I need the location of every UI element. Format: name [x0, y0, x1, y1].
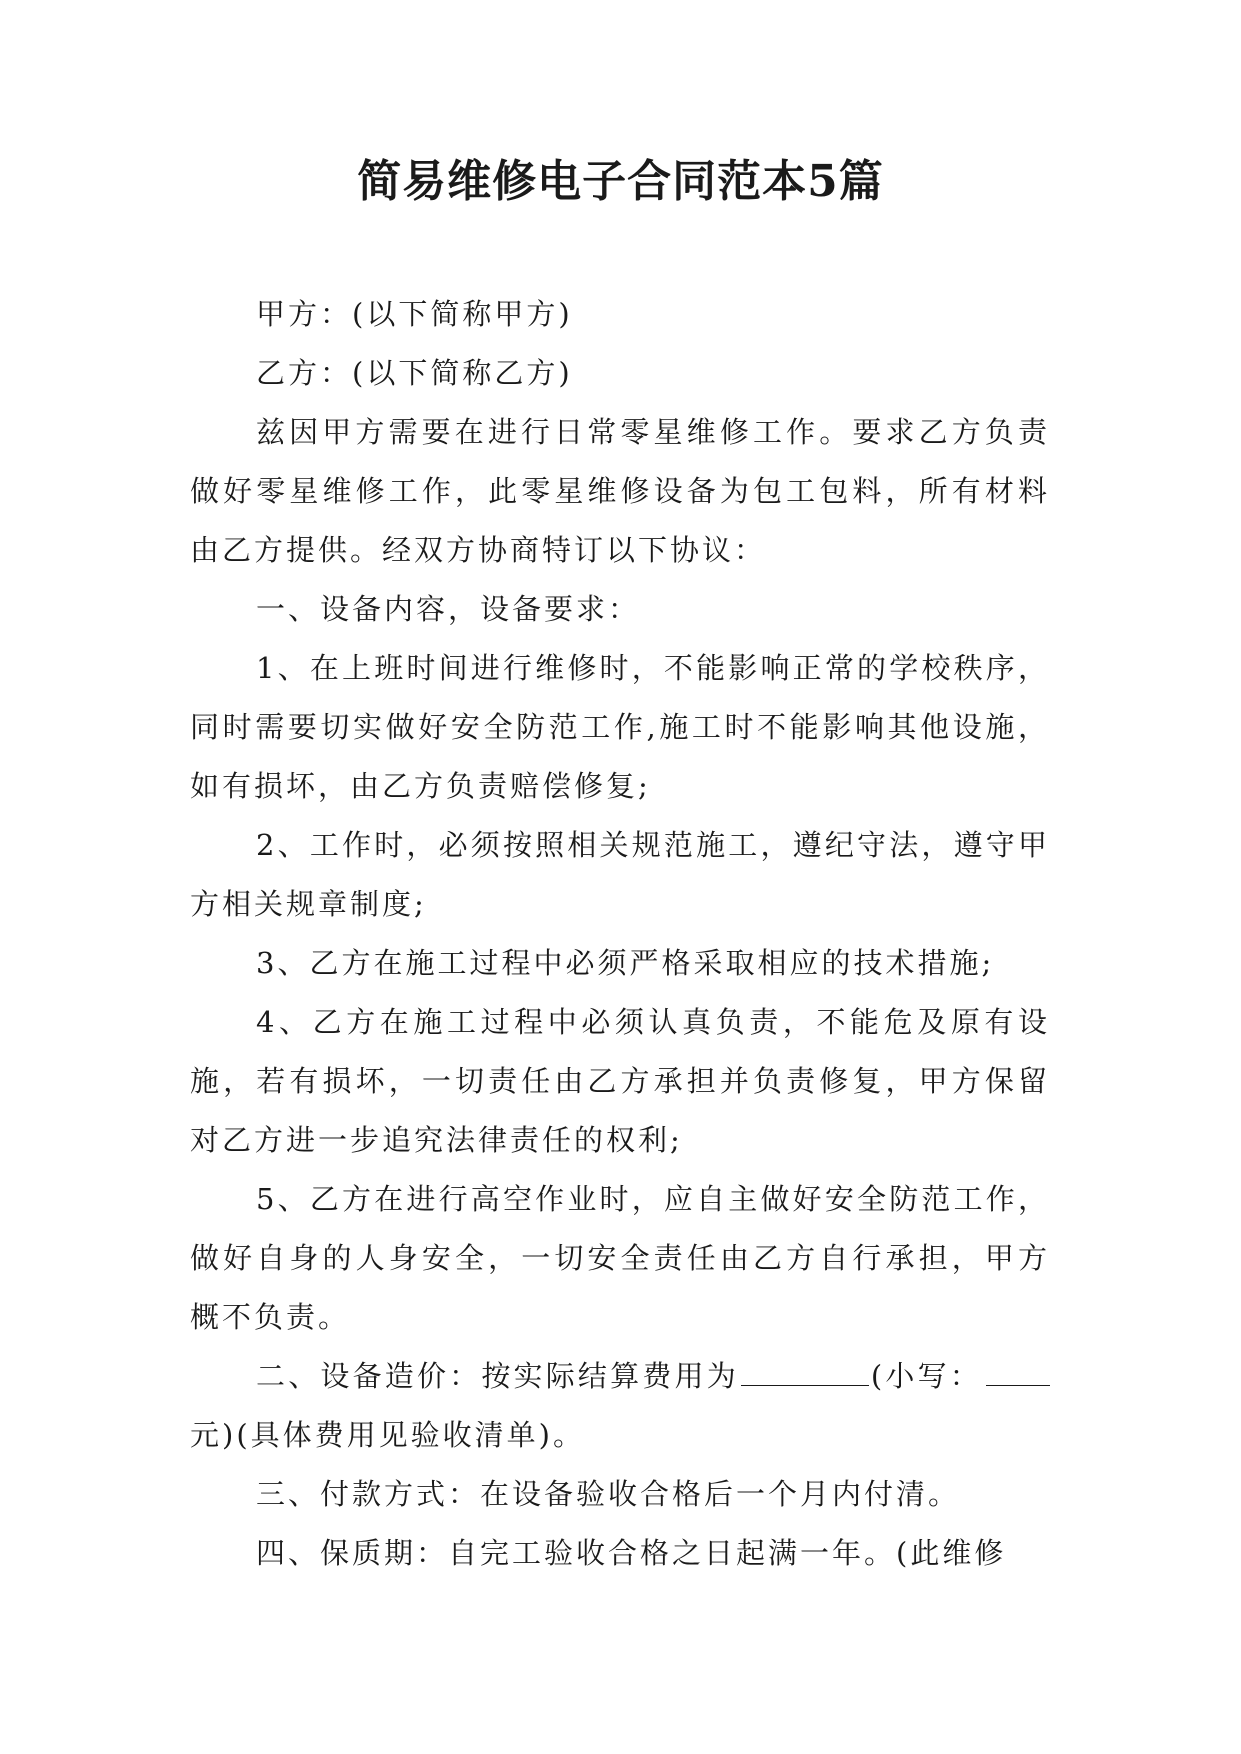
price-clause-text-1: 二、设备造价：按实际结算费用为	[256, 1359, 739, 1393]
requirement-item-2: 2、工作时，必须按照相关规范施工，遵纪守法，遵守甲方相关规章制度;	[190, 828, 1050, 921]
price-clause-text-3: 元)(具体费用见验收清单)。	[190, 1418, 585, 1452]
amount-figures-blank	[986, 1357, 1050, 1386]
document-body	[190, 285, 1050, 1583]
price-clause-text-2: (小写：	[870, 1359, 982, 1393]
requirement-item-5: 5、乙方在进行高空作业时，应自主做好安全防范工作，做好自身的人身安全，一切安全责任由乙方自行承担，甲方概不负责。	[190, 1182, 1050, 1334]
amount-blank	[741, 1357, 869, 1386]
preamble-paragraph: 兹因甲方需要在进行日常零星维修工作。要求乙方负责做好零星维修工作，此零星维修设备为包工包料，所有材料由乙方提供。经双方协商特订以下协议：	[190, 415, 1050, 567]
section-1-heading: 一、设备内容，设备要求：	[256, 592, 641, 626]
document-title: 简易维修电子合同范本5篇	[357, 156, 884, 207]
requirement-item-4: 4、乙方在施工过程中必须认真负责，不能危及原有设施，若有损坏，一切责任由乙方承担并负责修复，甲方保留对乙方进一步追究法律责任的权利;	[190, 1005, 1050, 1157]
requirement-item-1: 1、在上班时间进行维修时，不能影响正常的学校秩序，同时需要切实做好安全防范工作,施工时不能影响其他设施，如有损坏，由乙方负责赔偿修复;	[190, 651, 1050, 803]
party-a-line: 甲方：(以下简称甲方)	[256, 297, 573, 331]
warranty-clause: 四、保质期：自完工验收合格之日起满一年。(此维修	[256, 1536, 1007, 1570]
payment-clause: 三、付款方式：在设备验收合格后一个月内付清。	[256, 1477, 961, 1511]
requirement-item-3: 3、乙方在施工过程中必须严格采取相应的技术措施;	[256, 946, 995, 980]
price-clause	[190, 1347, 1050, 1465]
party-b-line: 乙方：(以下简称乙方)	[256, 356, 573, 390]
